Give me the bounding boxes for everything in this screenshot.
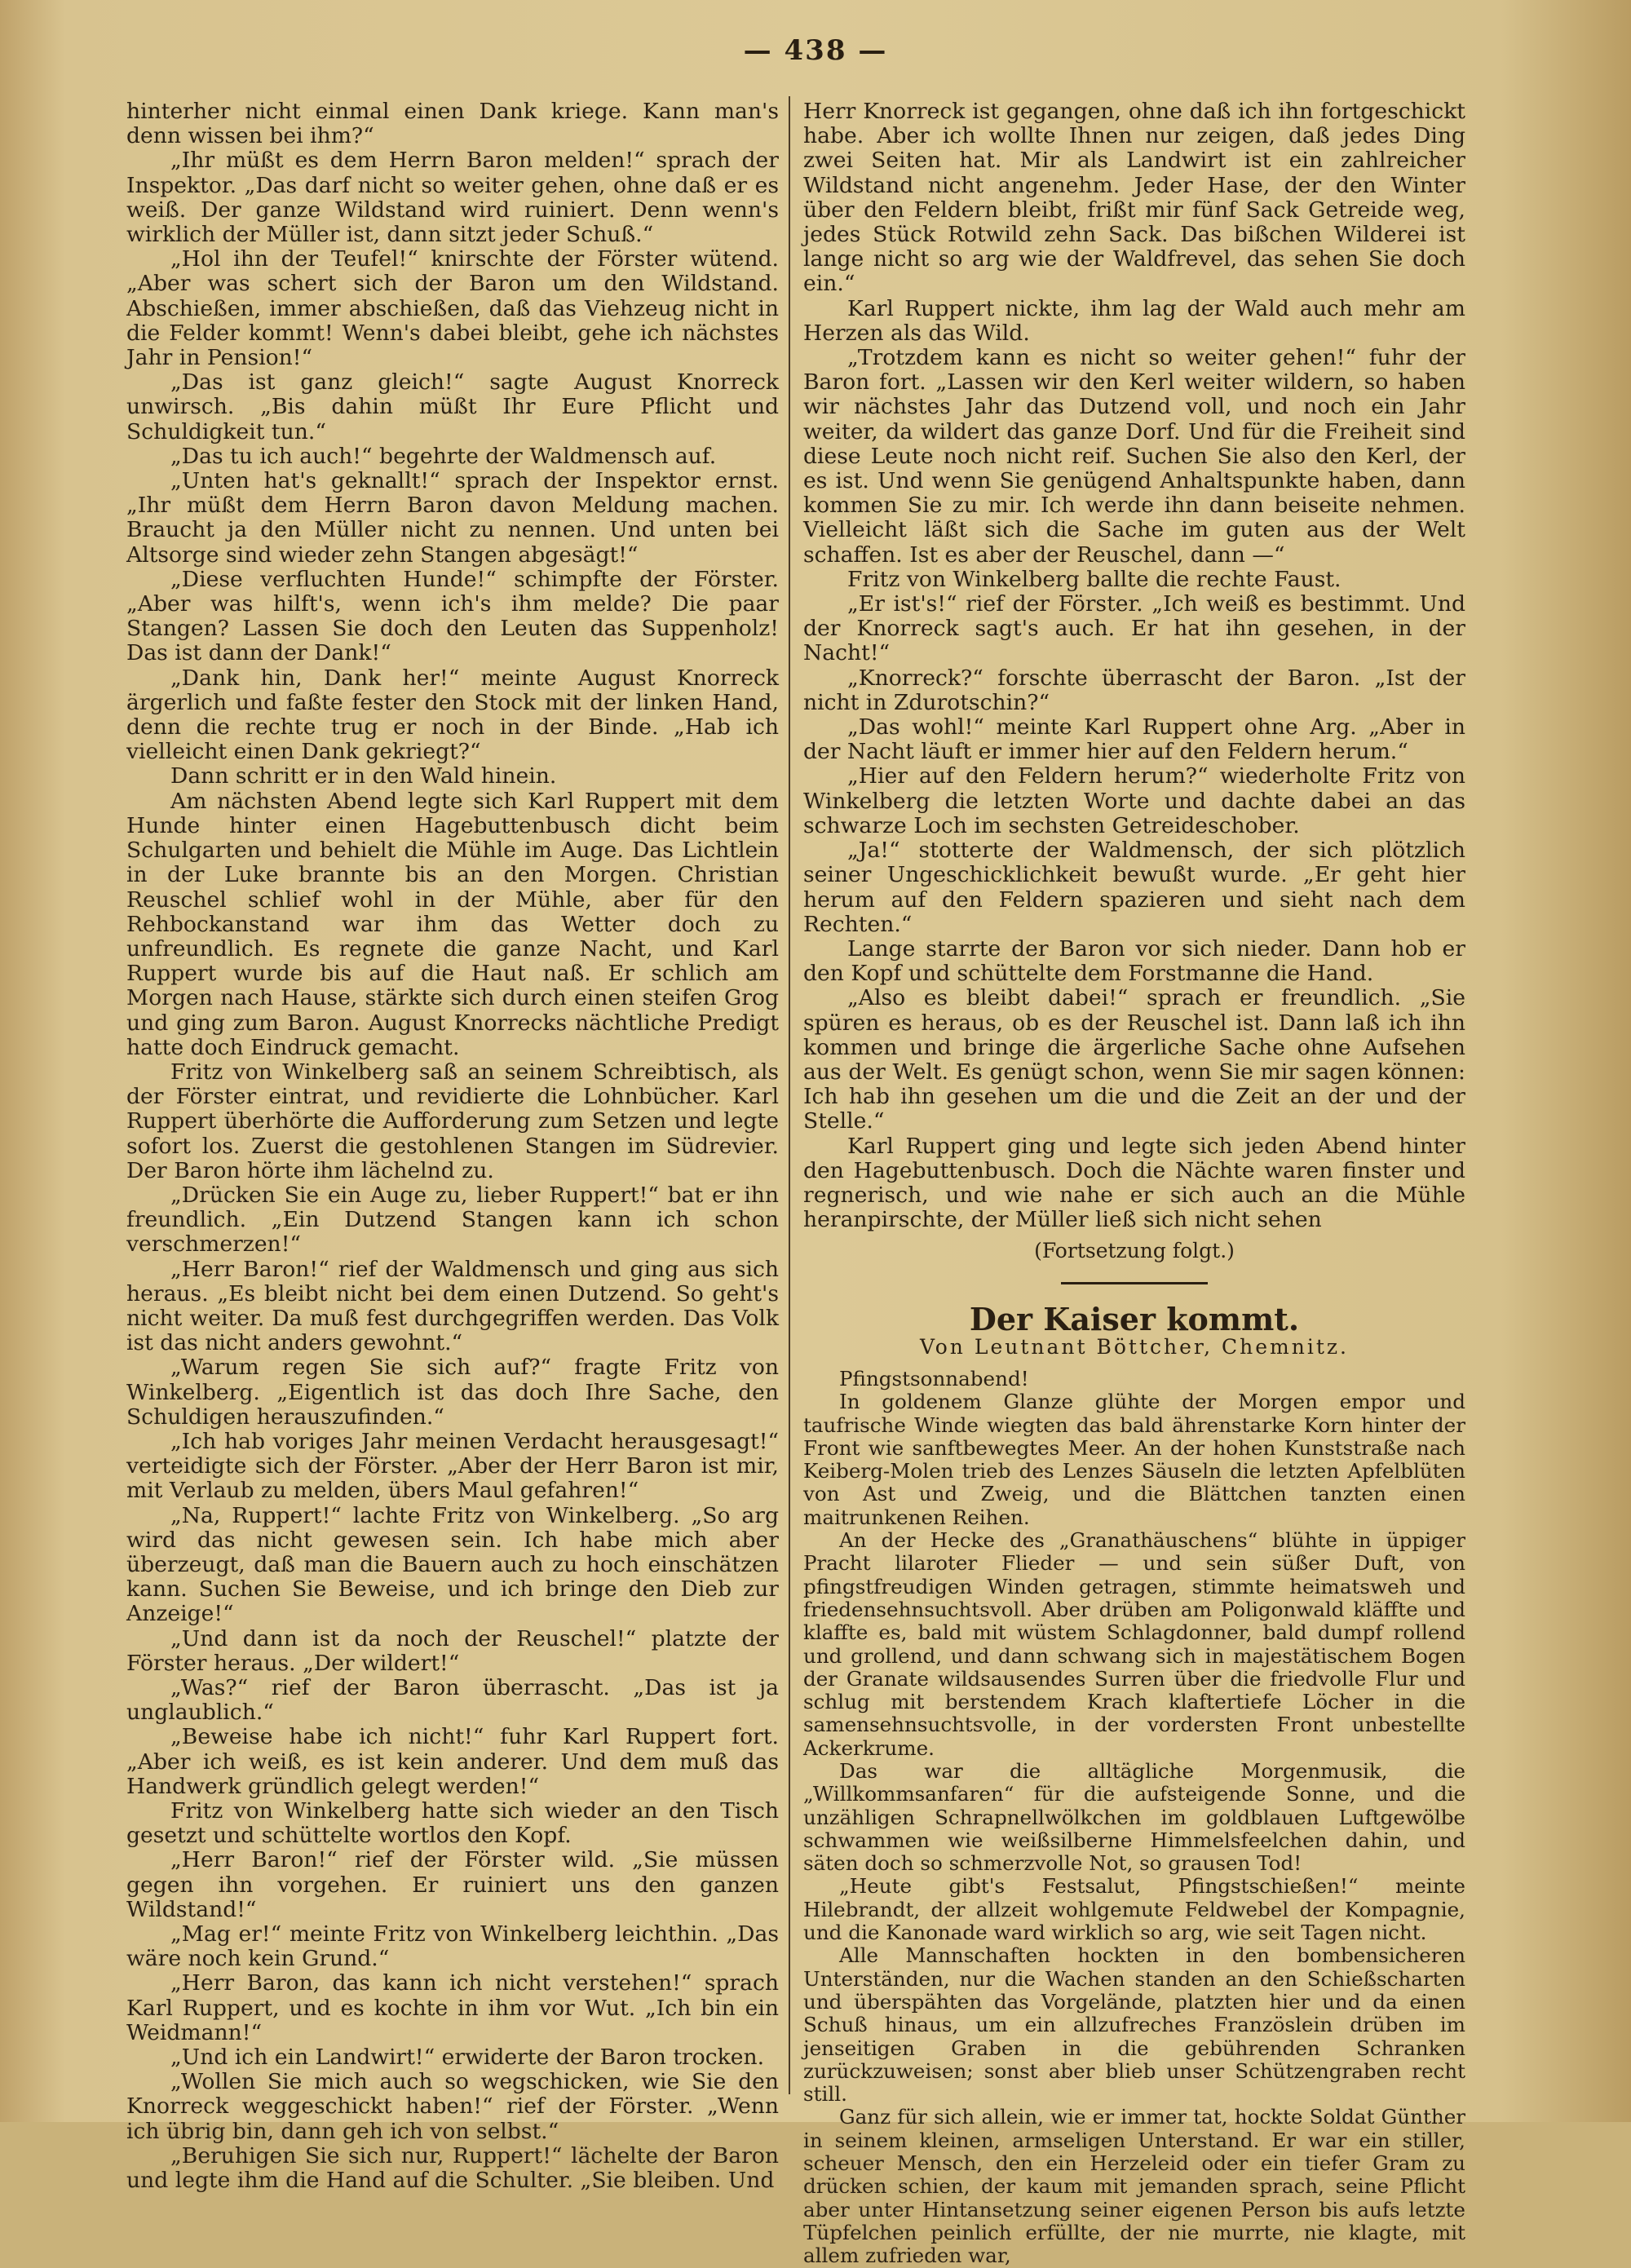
- page-number: — 438 —: [743, 34, 888, 67]
- paragraph: hinterher nicht einmal einen Dank kriege. Kann man's denn wissen bei ihm?“: [126, 99, 779, 149]
- paragraph: „Unten hat's geknallt!“ sprach der Inspektor ernst. „Ihr müßt dem Herrn Baron davon Meldung machen. Braucht ja den Müller nicht zu nennen. Und unten bei Altsorge sind wieder zehn Stangen abgesägt!“: [126, 468, 779, 568]
- story-paragraph: In goldenem Glanze glühte der Morgen empor und taufrische Winde wiegten das bald ährenstarke Korn hinter der Front wie sanftbewegtes Meer. An der hohen Kunststraße nach Keiberg-Molen trieb des Lenzes Säuseln die letzten Apfelblüten von Ast und Zweig, und die Blättchen tanzten einen maitrunkenen Reihen.: [803, 1390, 1465, 1529]
- story-byline: Von Leutnant Böttcher, Chemnitz.: [919, 1334, 1349, 1359]
- paragraph: „Herr Baron!“ rief der Waldmensch und ging aus sich heraus. „Es bleibt nicht bei dem einen Dutzend. So geht's nicht weiter. Da muß fest durchgegriffen werden. Das Volk ist das nicht anders gewohnt.“: [126, 1256, 779, 1356]
- paragraph: „Hier auf den Feldern herum?“ wiederholte Fritz von Winkelberg die letzten Worte und dachte dabei an das schwarze Loch im sechsten Getreideschober.: [803, 763, 1465, 838]
- paragraph: „Knorreck?“ forschte überrascht der Baron. „Ist der nicht in Zdurotschin?“: [803, 665, 1465, 715]
- paragraph: „Was?“ rief der Baron überrascht. „Das ist ja unglaublich.“: [126, 1675, 779, 1726]
- paragraph: Dann schritt er in den Wald hinein.: [170, 763, 557, 789]
- story-body: [803, 1368, 1465, 2268]
- paragraph: „Mag er!“ meinte Fritz von Winkelberg leichthin. „Das wäre noch kein Grund.“: [126, 1921, 779, 1972]
- story-paragraph: Das war die alltägliche Morgenmusik, die „Willkommsanfaren“ für die aufsteigende Sonne, und die unzähligen Schrapnellwölkchen im goldblauen Luftgewölbe schwammen wie weißsilberne Himmelsfeelchen dahin, und säten doch so schmerzvolle Not, so grausen Tod!: [803, 1759, 1465, 1876]
- paragraph: „Wollen Sie mich auch so wegschicken, wie Sie den Knorreck weggeschickt haben!“ rief der Förster. „Wenn ich übrig bin, dann geh ich von selbst.“: [126, 2069, 779, 2144]
- paragraph: „Hol ihn der Teufel!“ knirschte der Förster wütend. „Aber was schert sich der Baron um den Wildstand. Abschießen, immer abschießen, daß das Viehzeug nicht in die Felder kommt! Wenn's dabei bleibt, gehe ich nächstes Jahr in Pension!“: [126, 246, 779, 371]
- paragraph: „Und ich ein Landwirt!“ erwiderte der Baron trocken.: [170, 2045, 765, 2071]
- paragraph: Fritz von Winkelberg ballte die rechte Faust.: [847, 566, 1341, 592]
- paragraph: „Ja!“ stotterte der Waldmensch, der sich plötzlich seiner Ungeschicklichkeit bewußt wurde. „Er geht hier herum auf den Feldern spazieren und sieht nach dem Rechten.“: [803, 838, 1465, 937]
- paragraph: „Na, Ruppert!“ lachte Fritz von Winkelberg. „So arg wird das nicht gewesen sein. Ich habe mich aber überzeugt, daß man die Bauern auch zu hoch einschätzen kann. Suchen Sie Beweise, und ich bringe den Dieb zur Anzeige!“: [126, 1502, 779, 1627]
- continuation-note: (Fortsetzung folgt.): [1034, 1239, 1235, 1263]
- paragraph: „Er ist's!“ rief der Förster. „Ich weiß es bestimmt. Und der Knorreck sagt's auch. Er hat ihn gesehen, in der Nacht!“: [803, 591, 1465, 666]
- left-column: [126, 99, 779, 2193]
- paragraph: „Diese verfluchten Hunde!“ schimpfte der Förster. „Aber was hilft's, wenn ich's ihm melde? Die paar Stangen? Lassen Sie doch den Leuten das Suppenholz! Das ist dann der Dank!“: [126, 566, 779, 666]
- column-divider: [789, 96, 790, 2094]
- paragraph: „Ich hab voriges Jahr meinen Verdacht herausgesagt!“ verteidigte sich der Förster. „Aber der Herr Baron ist mir, mit Verlaub zu melden, übers Maul gefahren!“: [126, 1428, 779, 1504]
- story-paragraph: Alle Mannschaften hockten in den bombensicheren Unterständen, nur die Wachen standen an den Schießscharten und überspähten das Vorgelände, platzten hier und da einen Schuß hinaus, um ein allzufreches Französlein drüben im jenseitigen Graben in die gebührenden Schranken zurückzuweisen; sonst aber blieb unser Schützengraben recht still.: [803, 1943, 1465, 2107]
- paragraph: „Beruhigen Sie sich nur, Ruppert!“ lächelte der Baron und legte ihm die Hand auf die Schulter. „Sie bleiben. Und: [126, 2142, 779, 2194]
- paragraph: „Das tu ich auch!“ begehrte der Waldmensch auf.: [170, 443, 717, 469]
- story-paragraph: „Heute gibt's Festsalut, Pfingstschießen!“ meinte Hilebrandt, der allzeit wohlgemute Feldwebel der Kompagnie, und die Kanonade ward wirklich so arg, wie seit Tagen nicht.: [803, 1874, 1465, 1945]
- paragraph: „Herr Baron!“ rief der Förster wild. „Sie müssen gegen ihn vorgehen. Er ruiniert uns den ganzen Wildstand!“: [126, 1847, 779, 1922]
- paragraph: Karl Ruppert nickte, ihm lag der Wald auch mehr am Herzen als das Wild.: [803, 295, 1465, 346]
- paragraph: „Beweise habe ich nicht!“ fuhr Karl Ruppert fort. „Aber ich weiß, es ist kein anderer. Und dem muß das Handwerk gründlich gelegt werden!“: [126, 1724, 779, 1799]
- paragraph: Karl Ruppert ging und legte sich jeden Abend hinter den Hagebuttenbusch. Doch die Nächte waren finster und regnerisch, und wie nahe er sich auch an die Mühle heranpirschte, der Müller ließ sich nicht sehen: [803, 1133, 1465, 1233]
- paragraph: Fritz von Winkelberg hatte sich wieder an den Tisch gesetzt und schüttelte wortlos den Kopf.: [126, 1798, 779, 1849]
- paragraph: Am nächsten Abend legte sich Karl Ruppert mit dem Hunde hinter einen Hagebuttenbusch dicht beim Schulgarten und behielt die Mühle im Auge. Das Lichtlein in der Luke brannte bis an den Morgen. Christian Reuschel schlief wohl in der Mühle, aber für den Rehbockanstand war ihm das Wetter doch zu unfreundlich. Es regnete die ganze Nacht, und Karl Ruppert wurde bis auf die Haut naß. Er schlich am Morgen nach Hause, stärkte sich durch einen steifen Grog und ging zum Baron. August Knorrecks nächtliche Predigt hatte doch Eindruck gemacht.: [126, 788, 779, 1060]
- paragraph: „Das ist ganz gleich!“ sagte August Knorreck unwirsch. „Bis dahin müßt Ihr Eure Pflicht und Schuldigkeit tun.“: [126, 369, 779, 444]
- paragraph: „Trotzdem kann es nicht so weiter gehen!“ fuhr der Baron fort. „Lassen wir den Kerl weiter wildern, so haben wir nächstes Jahr das Dutzend voll, und noch ein Jahr weiter, da wildert das ganze Dorf. Und für die Freiheit sind diese Leute noch nicht reif. Suchen Sie also den Kerl, der es ist. Und wenn Sie genügend Anhaltspunkte haben, dann kommen Sie zu mir. Ich werde ihn dann beiseite nehmen. Vielleicht läßt sich die Sache im guten aus der Welt schaffen. Ist es aber der Reuschel, dann —“: [803, 345, 1465, 568]
- right-column: [803, 99, 1465, 2268]
- paragraph: „Also es bleibt dabei!“ sprach er freundlich. „Sie spüren es heraus, ob es der Reuschel ist. Dann laß ich ihn kommen und bringe die ärgerliche Sache ohne Aufsehen aus der Welt. Es genügt schon, wenn Sie mir sagen können: Ich hab ihn gesehen um die und die Zeit an der und der Stelle.“: [803, 985, 1465, 1134]
- paragraph: „Drücken Sie ein Auge zu, lieber Ruppert!“ bat er ihn freundlich. „Ein Dutzend Stangen kann ich schon verschmerzen!“: [126, 1182, 779, 1258]
- paragraph: „Das wohl!“ meinte Karl Ruppert ohne Arg. „Aber in der Nacht läuft er immer hier auf den Feldern herum.“: [803, 714, 1465, 765]
- paragraph: „Und dann ist da noch der Reuschel!“ platzte der Förster heraus. „Der wildert!“: [126, 1625, 779, 1676]
- story-paragraph: Pfingstsonnabend!: [839, 1366, 1029, 1390]
- paragraph: Herr Knorreck ist gegangen, ohne daß ich ihn fortgeschickt habe. Aber ich wollte Ihnen nur zeigen, daß jedes Ding zwei Seiten hat. Mir als Landwirt ist ein zahlreicher Wildstand nicht angenehm. Jeder Hase, der den Winter über den Feldern bleibt, frißt mir fünf Sack Getreide weg, jedes Stück Rotwild zehn Sack. Das bißchen Wilderei ist lange nicht so arg wie der Waldfrevel, das sehen Sie doch ein.“: [803, 99, 1465, 297]
- paragraph: Lange starrte der Baron vor sich nieder. Dann hob er den Kopf und schüttelte dem Forstmanne die Hand.: [803, 935, 1465, 987]
- story-paragraph: An der Hecke des „Granathäuschens“ blühte in üppiger Pracht lilaroter Flieder — und sein süßer Duft, von pfingstfreudigen Winden getragen, stimmte heimatsweh und friedensehnsuchtsvoll. Aber drüben am Poligonwald kläffte und klaffte es, bald mit wüstem Schlagdonner, bald dumpf rollend und grollend, und dann schwang sich in majestätischem Bogen der Granate wildsausendes Surren über die friedvolle Flur und schlug mit berstendem Krach klaftertiefe Löcher in die samensehnsuchtsvolle, in der vordersten Front unbestellte Ackerkrume.: [803, 1528, 1465, 1760]
- paragraph: „Dank hin, Dank her!“ meinte August Knorreck ärgerlich und faßte fester den Stock mit der linken Hand, denn die rechte trug er noch in der Binde. „Hab ich vielleicht einen Dank gekriegt?“: [126, 665, 779, 765]
- section-separator: [1061, 1282, 1208, 1284]
- paragraph: „Warum regen Sie sich auf?“ fragte Fritz von Winkelberg. „Eigentlich ist das doch Ihre Sache, den Schuldigen herauszufinden.“: [126, 1355, 779, 1430]
- story-paragraph: Ganz für sich allein, wie er immer tat, hockte Soldat Günther in seinem kleinen, armseligen Unterstand. Er war ein stiller, scheuer Mensch, den ein Herzeleid oder ein tiefer Gram zu drücken schien, der kaum mit jemanden sprach, seine Pflicht aber unter Hintansetzung seiner eigenen Person bis aufs letzte Tüpfelchen peinlich erfüllte, der nie murrte, nie klagte, mit allem zufrieden war,: [803, 2105, 1465, 2268]
- paragraph: Fritz von Winkelberg saß an seinem Schreibtisch, als der Förster eintrat, und revidierte die Lohnbücher. Karl Ruppert überhörte die Aufforderung zum Setzen und legte sofort los. Zuerst die gestohlenen Stangen im Südrevier. Der Baron hörte ihm lächelnd zu.: [126, 1059, 779, 1183]
- paragraph: „Ihr müßt es dem Herrn Baron melden!“ sprach der Inspektor. „Das darf nicht so weiter gehen, ohne daß er es weiß. Der ganze Wildstand wird ruiniert. Denn wenn's wirklich der Müller ist, dann sitzt jeder Schuß.“: [126, 148, 779, 248]
- story-title: Der Kaiser kommt.: [969, 1300, 1300, 1337]
- paragraph: „Herr Baron, das kann ich nicht verstehen!“ sprach Karl Ruppert, und es kochte in ihm vor Wut. „Ich bin ein Weidmann!“: [126, 1970, 779, 2045]
